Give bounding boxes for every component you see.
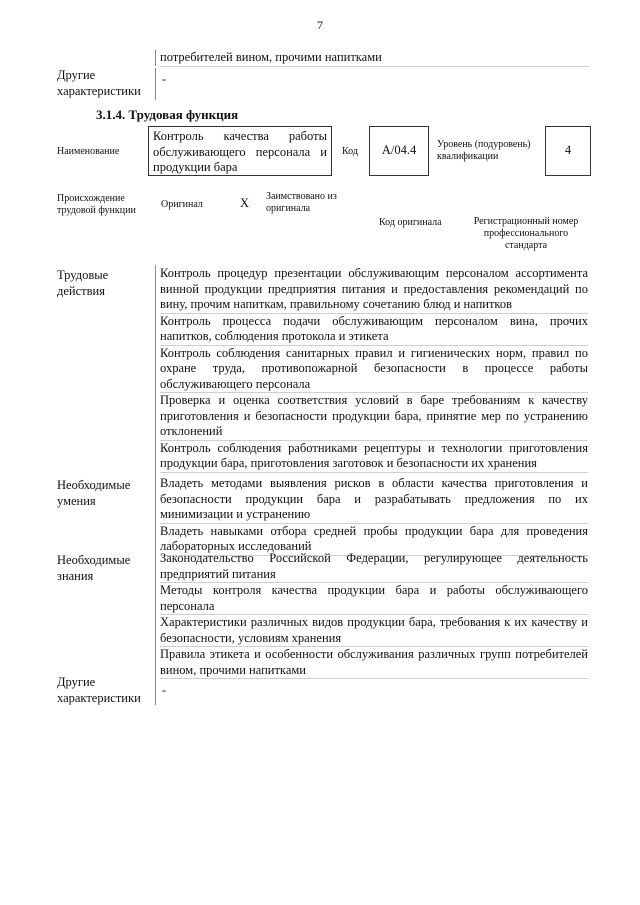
- action-item: Контроль соблюдения санитарных правил и гигиенических норм, правил по охране труда, противопожарной безопасности в процессе работы обслуживающего персонала: [160, 346, 588, 394]
- top-other-value: -: [162, 72, 167, 86]
- knowledge-list: [160, 551, 588, 679]
- actions-list: [160, 266, 588, 473]
- table-border: [155, 68, 156, 100]
- knowledge-label: Необходимые знания: [57, 553, 131, 583]
- knowledge-item: Правила этикета и особенности обслуживания различных групп потребителей вином, прочими напитками: [160, 647, 588, 679]
- skills-list: [160, 476, 588, 556]
- actions-label: Трудовые действия: [57, 268, 109, 298]
- code-label: Код: [342, 146, 358, 157]
- name-value-box: [148, 126, 332, 176]
- name-label: Наименование: [57, 146, 120, 157]
- reg-number-label: Регистрационный номер профессионального стандарта: [473, 216, 579, 251]
- code-value: А/04.4: [381, 143, 417, 158]
- name-value: Контроль качества работы обслуживающего персонала и продукции бара: [153, 129, 327, 174]
- action-item: Контроль соблюдения работниками рецептуры и технологии приготовления продукции бара, приготовления заготовок и безопасности их хранения: [160, 441, 588, 473]
- top-other-label: Другие характеристики: [57, 68, 141, 98]
- level-value: 4: [564, 143, 572, 158]
- table-border: [155, 265, 156, 705]
- continuation-text: потребителей вином, прочими напитками: [160, 50, 590, 67]
- code-original-label: Код оригинала: [379, 217, 442, 228]
- action-item: Проверка и оценка соответствия условий в баре требованиям к качеству приготовления и безопасности продукции бара, принятие мер по устранению отклонений: [160, 393, 588, 441]
- table-border: [155, 50, 156, 66]
- original-label: Оригинал: [161, 199, 203, 210]
- page-number: 7: [317, 18, 323, 32]
- other-label: Другие характеристики: [57, 675, 141, 705]
- action-item: Контроль процедур презентации обслуживающим персоналом ассортимента винной продукции предприятия питания и предоставления рекомендаций по вину, прочим напиткам, правильному сочетанию блюд и напитков: [160, 266, 588, 314]
- knowledge-item: Характеристики различных видов продукции бара, требования к их качеству и безопасности, условиям хранения: [160, 615, 588, 647]
- code-value-box: [369, 126, 429, 176]
- borrowed-label: Заимствовано из оригинала: [266, 191, 337, 214]
- action-item: Контроль процесса подачи обслуживающим персоналом вина, прочих напитков, соблюдения протокола и этикета: [160, 314, 588, 346]
- other-value: -: [162, 683, 167, 697]
- knowledge-item: Законодательство Российской Федерации, регулирующее деятельность предприятий питания: [160, 551, 588, 583]
- skill-item: Владеть методами выявления рисков в области качества приготовления и безопасности продукции бара и разрабатывать предложения по их минимизации и устранению: [160, 476, 588, 524]
- skill-item: Владеть навыками отбора средней пробы продукции бара для проведения лабораторных исследований: [160, 524, 588, 556]
- level-value-box: [545, 126, 591, 176]
- original-mark: X: [240, 196, 250, 210]
- skills-label: Необходимые умения: [57, 478, 131, 508]
- level-label: Уровень (подуровень) квалификации: [437, 139, 531, 162]
- knowledge-item: Методы контроля качества продукции бара и работы обслуживающего персонала: [160, 583, 588, 615]
- section-title: 3.1.4. Трудовая функция: [96, 107, 239, 122]
- origin-label: Происхождение трудовой функции: [57, 193, 136, 216]
